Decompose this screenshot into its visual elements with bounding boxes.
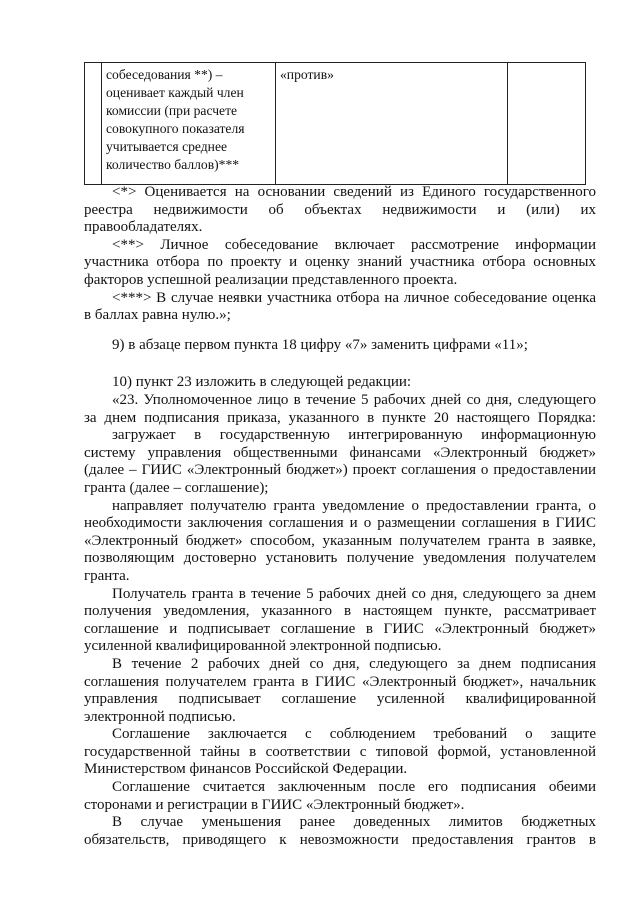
paragraph-line: государственной тайны в соответствии с типовой формой, установленной [84,743,596,760]
criterion-line: количество баллов)*** [106,157,240,172]
table-cell-number [85,63,102,185]
criterion-line: совокупного показателя [106,121,245,136]
paragraph-line: Получатель гранта в течение 5 рабочих дней со дня, следующего за днем [112,585,596,602]
paragraph-line: «Электронный бюджет» способом, указанным получателем гранта в заявке, [84,532,596,549]
table-row [85,63,586,185]
footnote-1-line: <*> Оценивается на основании сведений из Единого государственного [112,184,596,200]
paragraph-line: В случае уменьшения ранее доведенных лимитов бюджетных [112,814,596,831]
paragraph-line: усиленной квалифицированной электронной подписью. [84,638,442,655]
criterion-line: учитывается среднее [106,139,228,154]
paragraph-line: гранта (далее – соглашение); [84,479,269,496]
footnote-3-line: в баллах равна нулю.»; [84,307,231,324]
paragraph-line: «23. Уполномоченное лицо в течение 5 рабочих дней со дня, следующего [112,392,596,408]
paragraph-line: систему управления общественными финансами «Электронный бюджет» [84,444,596,461]
paragraph-line: Соглашение считается заключенным после его подписания обеими [112,779,596,796]
paragraph-line: Соглашение заключается с соблюдением требований о защите [112,726,596,743]
item-10-text: 10) пункт 23 изложить в следующей редакции: [112,374,412,390]
paragraph-line: управления подписывает соглашение усиленной квалифицированной [84,691,596,708]
paragraph-line: Министерством финансов Российской Федерации. [84,761,408,778]
footnote-3-line: <***> В случае неявки участника отбора на личное собеседование оценка [112,289,596,306]
paragraph-line: соглашения получателем гранта в ГИИС «Электронный бюджет», начальник [84,673,596,690]
footnote-2-line: <**> Личное собеседование включает рассмотрение информации [112,236,596,253]
footnotes [84,184,596,325]
paragraph-line: сторонами и регистрации в ГИИС «Электронный бюджет». [84,796,465,813]
table-cell-value [276,63,508,185]
footnote-2-line: факторов успешной реализации представленного проекта. [84,271,458,288]
criterion-line: комиссии (при расчете [106,103,238,118]
criterion-line: собеседования **) – [106,67,223,82]
value-text: «против» [280,67,334,82]
paragraph-line: получения уведомления, указанного в настоящем пункте, рассматривает [84,603,596,620]
footnote-1-line: правообладателях. [84,219,203,236]
amended-text [84,392,596,849]
item-9 [84,337,596,355]
paragraph-line: обязательств, приводящего к невозможности предоставления грантов в [84,831,596,848]
item-9-text: 9) в абзаце первом пункта 18 цифру «7» заменить цифрами «11»; [112,337,528,353]
paragraph-line: за днем подписания приказа, указанного в пункте 20 настоящего Порядка: [84,409,596,426]
table-cell-criterion [102,63,276,185]
criterion-line: оценивает каждый член [106,85,244,100]
paragraph-line: загружает в государственную интегрированную информационную [112,427,596,444]
paragraph-line: В течение 2 рабочих дней со дня, следующего за днем подписания [112,655,596,672]
footnote-1-line: реестра недвижимости об объектах недвижимости и (или) их [84,201,596,218]
paragraph-line: гранта. [84,567,130,584]
paragraph-line: соглашение и подписывает соглашение в ГИИС «Электронный бюджет» [84,620,596,637]
criteria-table-fragment [84,62,586,185]
paragraph-line: (далее – ГИИС «Электронный бюджет») проект соглашения о предоставлении [84,462,596,479]
footnote-2-line: участника отбора по проекту и оценку знаний участника отбора основных [84,254,596,271]
paragraph-line: направляет получателю гранта уведомление о предоставлении гранта, о [112,497,596,514]
paragraph-line: необходимости заключения соглашения и о размещении соглашения в ГИИС [84,515,596,532]
table-cell-score [508,63,586,185]
paragraph-line: электронной подписью. [84,708,236,725]
paragraph-line: позволяющим достоверно установить получение уведомления получателем [84,550,596,567]
item-10 [84,374,596,392]
